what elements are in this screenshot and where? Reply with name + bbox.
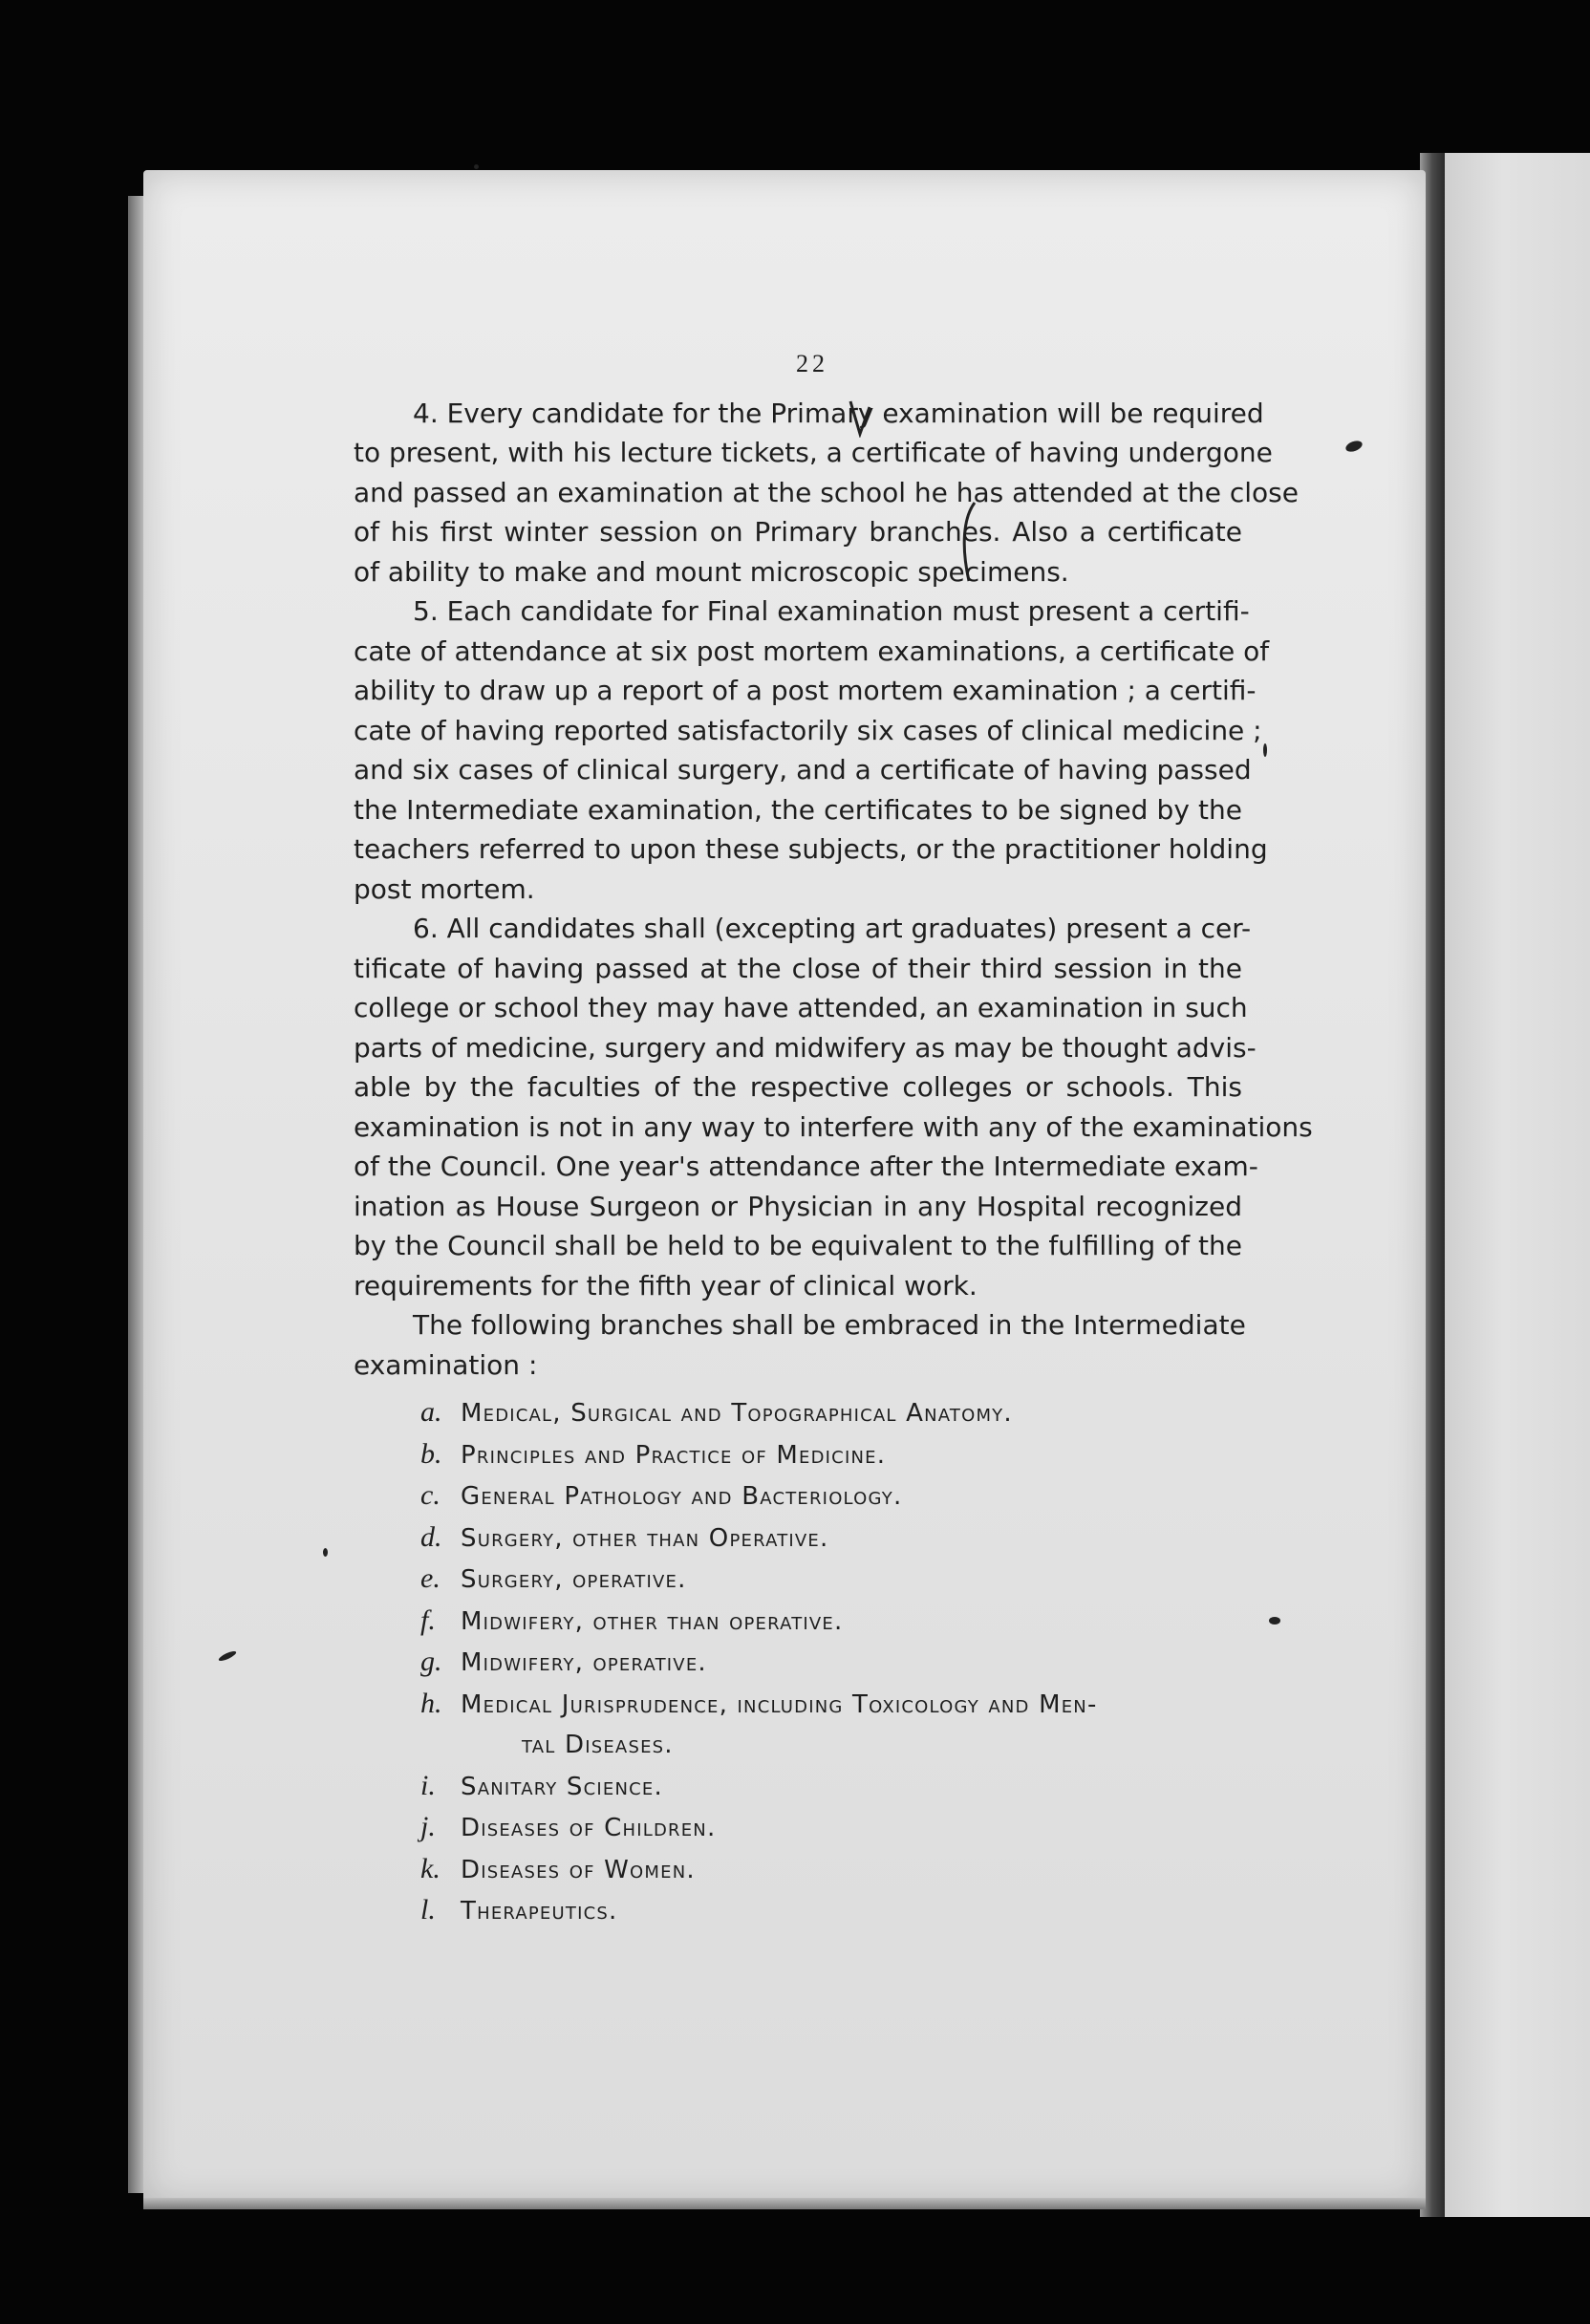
speck-mark [323, 1548, 328, 1557]
text-line: cate of having reported satisfactorily six cases of clinical medicine ; [354, 714, 1262, 746]
paragraph-6 [354, 909, 1313, 1305]
list-item-letter: k. [420, 1852, 440, 1884]
text-line: the Intermediate examination, the certificates to be signed by the [354, 793, 1242, 826]
list-item [420, 1517, 1242, 1560]
list-item [420, 1890, 1242, 1932]
list-item-text: Diseases of Women. [461, 1855, 696, 1884]
list-item-text: Medical, Surgical and Topographical Anatomy. [461, 1399, 1013, 1428]
list-item [420, 1642, 1242, 1684]
text-line: ination as House Surgeon or Physician in any Hospital recognized [354, 1190, 1242, 1222]
list-item [420, 1434, 1242, 1476]
list-item-text: Midwifery, other than operative. [461, 1606, 844, 1636]
list-item [420, 1807, 1242, 1849]
list-item-text: Diseases of Children. [461, 1814, 717, 1842]
text-line: ability to draw up a report of a post mortem examination ; a certifi- [354, 675, 1257, 706]
list-item-letter: f. [420, 1603, 436, 1636]
list-item-text: Therapeutics. [461, 1897, 618, 1926]
speck-mark [1263, 743, 1267, 757]
list-item-letter: h. [420, 1687, 442, 1719]
text-line: 4. Every candidate for the Primary examination will be required [413, 397, 1264, 429]
list-item-text: tal Diseases. [522, 1731, 674, 1759]
text-line: to present, with his lecture tickets, a certificate of having undergone [354, 437, 1273, 468]
text-line: 6. All candidates shall (excepting art graduates) present a cer- [413, 913, 1252, 944]
paragraph-4 [354, 394, 1299, 592]
text-line: 5. Each candidate for Final examination must present a certifi- [413, 595, 1250, 627]
list-item-continuation [420, 1725, 1242, 1766]
list-item-letter: l. [420, 1894, 436, 1926]
list-item-letter: d. [420, 1520, 442, 1553]
text-line: of ability to make and mount microscopic specimens. [354, 555, 1069, 588]
text-line: post mortem. [354, 872, 535, 905]
list-item-text: Surgery, operative. [461, 1565, 687, 1594]
list-item-text: Medical Jurisprudence, including Toxicology and Men- [461, 1689, 1098, 1719]
list-item [420, 1392, 1242, 1434]
list-item [420, 1684, 1242, 1726]
list-item [420, 1601, 1242, 1643]
list-item-letter: i. [420, 1769, 436, 1801]
text-line: and passed an examination at the school he has attended at the close [354, 476, 1299, 508]
list-item [420, 1766, 1242, 1808]
text-line: of his first winter session on Primary branches. Also a certificate [354, 516, 1242, 548]
list-item-text: Surgery, other than Operative. [461, 1523, 829, 1553]
list-item-letter: c. [420, 1479, 440, 1511]
page-bottom-edge [143, 2198, 1426, 2209]
text-line: examination is not in any way to interfere with any of the examinations [354, 1110, 1313, 1143]
text-line: parts of medicine, surgery and midwifery as may be thought advis- [354, 1031, 1257, 1064]
text-line: college or school they may have attended, an examination in such [354, 992, 1248, 1023]
facing-page-edge [1445, 153, 1590, 2217]
list-item-letter: b. [420, 1437, 442, 1470]
text-line: requirements for the fifth year of clinical work. [354, 1269, 978, 1302]
list-item-letter: a. [420, 1396, 442, 1428]
text-line: of the Council. One year's attendance after the Intermediate exam- [354, 1151, 1258, 1182]
speck-mark [1269, 1617, 1280, 1625]
list-item [420, 1849, 1242, 1891]
text-line: teachers referred to upon these subjects, or the practitioner holding [354, 833, 1268, 865]
text-line: cate of attendance at six post mortem examinations, a certificate of [354, 635, 1270, 667]
page-content [354, 344, 1313, 1932]
list-item-letter: g. [420, 1646, 442, 1677]
branches-list [420, 1392, 1242, 1932]
paragraph-intermediate-intro [354, 1305, 1246, 1385]
text-line: examination : [354, 1348, 538, 1381]
paragraph-5 [354, 592, 1270, 909]
page-number: 22 [796, 350, 828, 377]
list-item-letter: j. [420, 1811, 436, 1842]
speck-mark [474, 164, 479, 169]
text-line: and six cases of clinical surgery, and a certificate of having passed [354, 754, 1252, 785]
text-line: tificate of having passed at the close of their third session in the [354, 952, 1242, 984]
list-item [420, 1559, 1242, 1601]
list-item-text: Principles and Practice of Medicine. [461, 1440, 887, 1470]
list-item-text: Midwifery, operative. [461, 1648, 707, 1677]
list-item-text: General Pathology and Bacteriology. [461, 1482, 903, 1511]
list-item-letter: e. [420, 1562, 440, 1594]
text-line: able by the faculties of the respective colleges or schools. This [354, 1071, 1242, 1103]
list-item-text: Sanitary Science. [461, 1772, 663, 1801]
text-line: by the Council shall be held to be equivalent to the fulfilling of the [354, 1230, 1242, 1261]
text-line: The following branches shall be embraced in the Intermediate [413, 1309, 1246, 1341]
list-item [420, 1475, 1242, 1517]
